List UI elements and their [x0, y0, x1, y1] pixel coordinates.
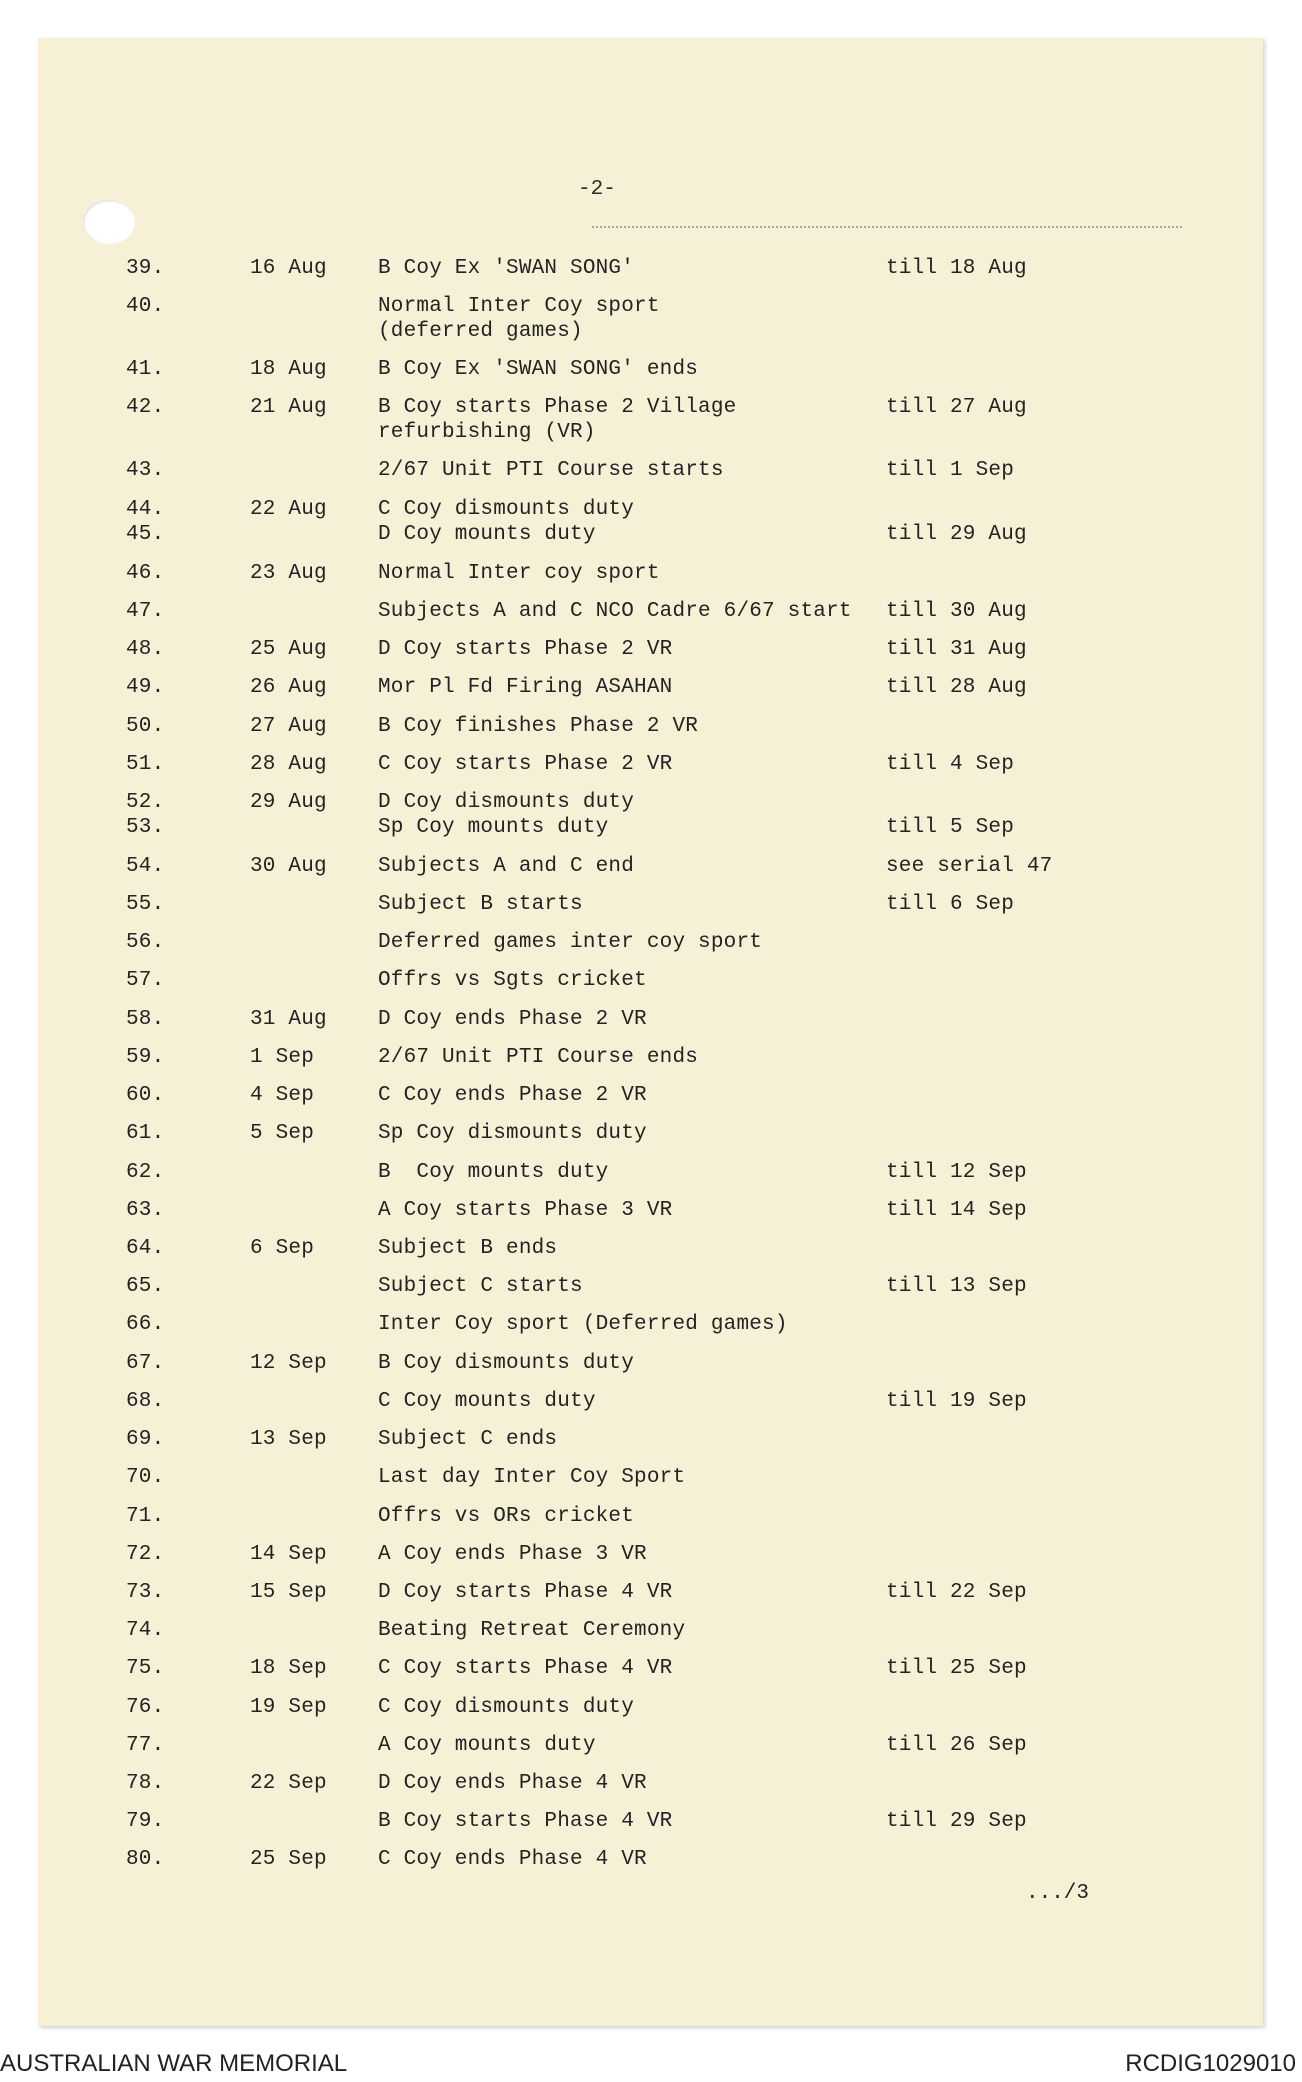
serial-until: till 30 Aug: [886, 600, 1027, 623]
serial-number: 48.: [126, 638, 165, 661]
serial-number: 69.: [126, 1428, 165, 1451]
serial-event: D Coy ends Phase 4 VR: [378, 1772, 647, 1795]
serial-number: 53.: [126, 816, 165, 839]
serial-event: C Coy mounts duty: [378, 1390, 596, 1413]
serial-event: Subject B ends: [378, 1237, 558, 1260]
serial-date: 31 Aug: [250, 1008, 327, 1031]
serial-until: till 18 Aug: [886, 257, 1027, 280]
serial-event: B Coy starts Phase 2 Village refurbishing (VR): [378, 396, 737, 444]
serial-date: 21 Aug: [250, 396, 327, 419]
serial-event: C Coy ends Phase 2 VR: [378, 1084, 647, 1107]
serial-until: till 12 Sep: [886, 1161, 1027, 1184]
serial-until: till 13 Sep: [886, 1275, 1027, 1298]
serial-date: 4 Sep: [250, 1084, 315, 1107]
serial-number: 56.: [126, 931, 165, 954]
serial-number: 73.: [126, 1581, 165, 1604]
serial-event: D Coy mounts duty: [378, 523, 596, 546]
serial-event: Subject C ends: [378, 1428, 558, 1451]
serial-event: Offrs vs Sgts cricket: [378, 969, 647, 992]
serial-number: 78.: [126, 1772, 165, 1795]
serial-number: 66.: [126, 1313, 165, 1336]
serial-event: A Coy mounts duty: [378, 1734, 596, 1757]
serial-number: 63.: [126, 1199, 165, 1222]
serial-event: C Coy starts Phase 2 VR: [378, 753, 673, 776]
punch-hole: [83, 200, 135, 244]
serial-number: 77.: [126, 1734, 165, 1757]
serial-date: 25 Sep: [250, 1848, 327, 1871]
serial-number: 60.: [126, 1084, 165, 1107]
serial-event: B Coy starts Phase 4 VR: [378, 1810, 673, 1833]
serial-event: B Coy dismounts duty: [378, 1352, 635, 1375]
serial-event: B Coy mounts duty: [378, 1161, 609, 1184]
serial-number: 68.: [126, 1390, 165, 1413]
serial-until: till 26 Sep: [886, 1734, 1027, 1757]
serial-number: 52.: [126, 791, 165, 814]
serial-date: 13 Sep: [250, 1428, 327, 1451]
dotted-rule: [592, 226, 1182, 228]
serial-date: 23 Aug: [250, 562, 327, 585]
serial-event: Subjects A and C end: [378, 855, 635, 878]
serial-event: C Coy ends Phase 4 VR: [378, 1848, 647, 1871]
serial-number: 51.: [126, 753, 165, 776]
serial-date: 15 Sep: [250, 1581, 327, 1604]
serial-date: 28 Aug: [250, 753, 327, 776]
footer-archive-name: AUSTRALIAN WAR MEMORIAL: [0, 2050, 348, 2077]
serial-event: Sp Coy dismounts duty: [378, 1122, 647, 1145]
serial-event: Subject C starts: [378, 1275, 583, 1298]
serial-date: 27 Aug: [250, 715, 327, 738]
serial-date: 18 Aug: [250, 358, 327, 381]
serial-number: 47.: [126, 600, 165, 623]
serial-until: till 31 Aug: [886, 638, 1027, 661]
serial-date: 14 Sep: [250, 1543, 327, 1566]
serial-until: till 25 Sep: [886, 1657, 1027, 1680]
serial-until: till 4 Sep: [886, 753, 1015, 776]
serial-number: 43.: [126, 459, 165, 482]
serial-date: 25 Aug: [250, 638, 327, 661]
serial-number: 42.: [126, 396, 165, 419]
serial-event: A Coy starts Phase 3 VR: [378, 1199, 673, 1222]
serial-date: 30 Aug: [250, 855, 327, 878]
serial-event: B Coy Ex 'SWAN SONG': [378, 257, 635, 280]
serial-number: 45.: [126, 523, 165, 546]
serial-number: 71.: [126, 1505, 165, 1528]
serial-date: 16 Aug: [250, 257, 327, 280]
serial-number: 46.: [126, 562, 165, 585]
serial-until: till 14 Sep: [886, 1199, 1027, 1222]
serial-event: C Coy starts Phase 4 VR: [378, 1657, 673, 1680]
serial-number: 61.: [126, 1122, 165, 1145]
serial-until: till 22 Sep: [886, 1581, 1027, 1604]
serial-date: 22 Sep: [250, 1772, 327, 1795]
serial-event: C Coy dismounts duty: [378, 498, 635, 521]
serial-date: 1 Sep: [250, 1046, 315, 1069]
serial-number: 44.: [126, 498, 165, 521]
serial-event: Offrs vs ORs cricket: [378, 1505, 635, 1528]
serial-event: B Coy Ex 'SWAN SONG' ends: [378, 358, 699, 381]
serial-event: D Coy ends Phase 2 VR: [378, 1008, 647, 1031]
serial-event: Subjects A and C NCO Cadre 6/67 start: [378, 600, 852, 623]
serial-number: 54.: [126, 855, 165, 878]
serial-number: 76.: [126, 1696, 165, 1719]
serial-event: 2/67 Unit PTI Course ends: [378, 1046, 699, 1069]
serial-until: see serial 47: [886, 855, 1053, 878]
serial-date: 12 Sep: [250, 1352, 327, 1375]
serial-number: 64.: [126, 1237, 165, 1260]
serial-number: 80.: [126, 1848, 165, 1871]
serial-number: 75.: [126, 1657, 165, 1680]
serial-event: Normal Inter coy sport: [378, 562, 660, 585]
serial-until: till 29 Sep: [886, 1810, 1027, 1833]
serial-event: Sp Coy mounts duty: [378, 816, 609, 839]
serial-event: B Coy finishes Phase 2 VR: [378, 715, 699, 738]
serial-until: till 5 Sep: [886, 816, 1015, 839]
serial-until: till 27 Aug: [886, 396, 1027, 419]
serial-number: 39.: [126, 257, 165, 280]
serial-until: till 19 Sep: [886, 1390, 1027, 1413]
serial-event: Subject B starts: [378, 893, 583, 916]
page-number: -2-: [578, 178, 616, 201]
serial-number: 41.: [126, 358, 165, 381]
continuation-marker: .../3: [1026, 1882, 1090, 1905]
serial-event: Beating Retreat Ceremony: [378, 1619, 686, 1642]
serial-event: Deferred games inter coy sport: [378, 931, 763, 954]
serial-number: 74.: [126, 1619, 165, 1642]
serial-number: 49.: [126, 676, 165, 699]
serial-number: 72.: [126, 1543, 165, 1566]
serial-number: 40.: [126, 295, 165, 318]
serial-date: 6 Sep: [250, 1237, 315, 1260]
serial-number: 57.: [126, 969, 165, 992]
serial-event: Mor Pl Fd Firing ASAHAN: [378, 676, 673, 699]
serial-until: till 29 Aug: [886, 523, 1027, 546]
serial-number: 79.: [126, 1810, 165, 1833]
serial-number: 70.: [126, 1466, 165, 1489]
serial-number: 58.: [126, 1008, 165, 1031]
serial-until: till 6 Sep: [886, 893, 1015, 916]
serial-event: Inter Coy sport (Deferred games): [378, 1313, 788, 1336]
serial-date: 5 Sep: [250, 1122, 315, 1145]
serial-event: D Coy starts Phase 4 VR: [378, 1581, 673, 1604]
serial-until: till 28 Aug: [886, 676, 1027, 699]
serial-number: 65.: [126, 1275, 165, 1298]
serial-event: A Coy ends Phase 3 VR: [378, 1543, 647, 1566]
serial-event: Last day Inter Coy Sport: [378, 1466, 686, 1489]
serial-event: Normal Inter Coy sport (deferred games): [378, 295, 660, 343]
serial-until: till 1 Sep: [886, 459, 1015, 482]
serial-date: 29 Aug: [250, 791, 327, 814]
serial-date: 22 Aug: [250, 498, 327, 521]
serial-number: 62.: [126, 1161, 165, 1184]
serial-event: D Coy starts Phase 2 VR: [378, 638, 673, 661]
serial-number: 59.: [126, 1046, 165, 1069]
serial-number: 55.: [126, 893, 165, 916]
serial-date: 26 Aug: [250, 676, 327, 699]
serial-number: 67.: [126, 1352, 165, 1375]
serial-date: 18 Sep: [250, 1657, 327, 1680]
footer-document-id: RCDIG1029010: [1125, 2050, 1296, 2077]
serial-event: C Coy dismounts duty: [378, 1696, 635, 1719]
serial-event: 2/67 Unit PTI Course starts: [378, 459, 724, 482]
serial-date: 19 Sep: [250, 1696, 327, 1719]
serial-event: D Coy dismounts duty: [378, 791, 635, 814]
serial-number: 50.: [126, 715, 165, 738]
